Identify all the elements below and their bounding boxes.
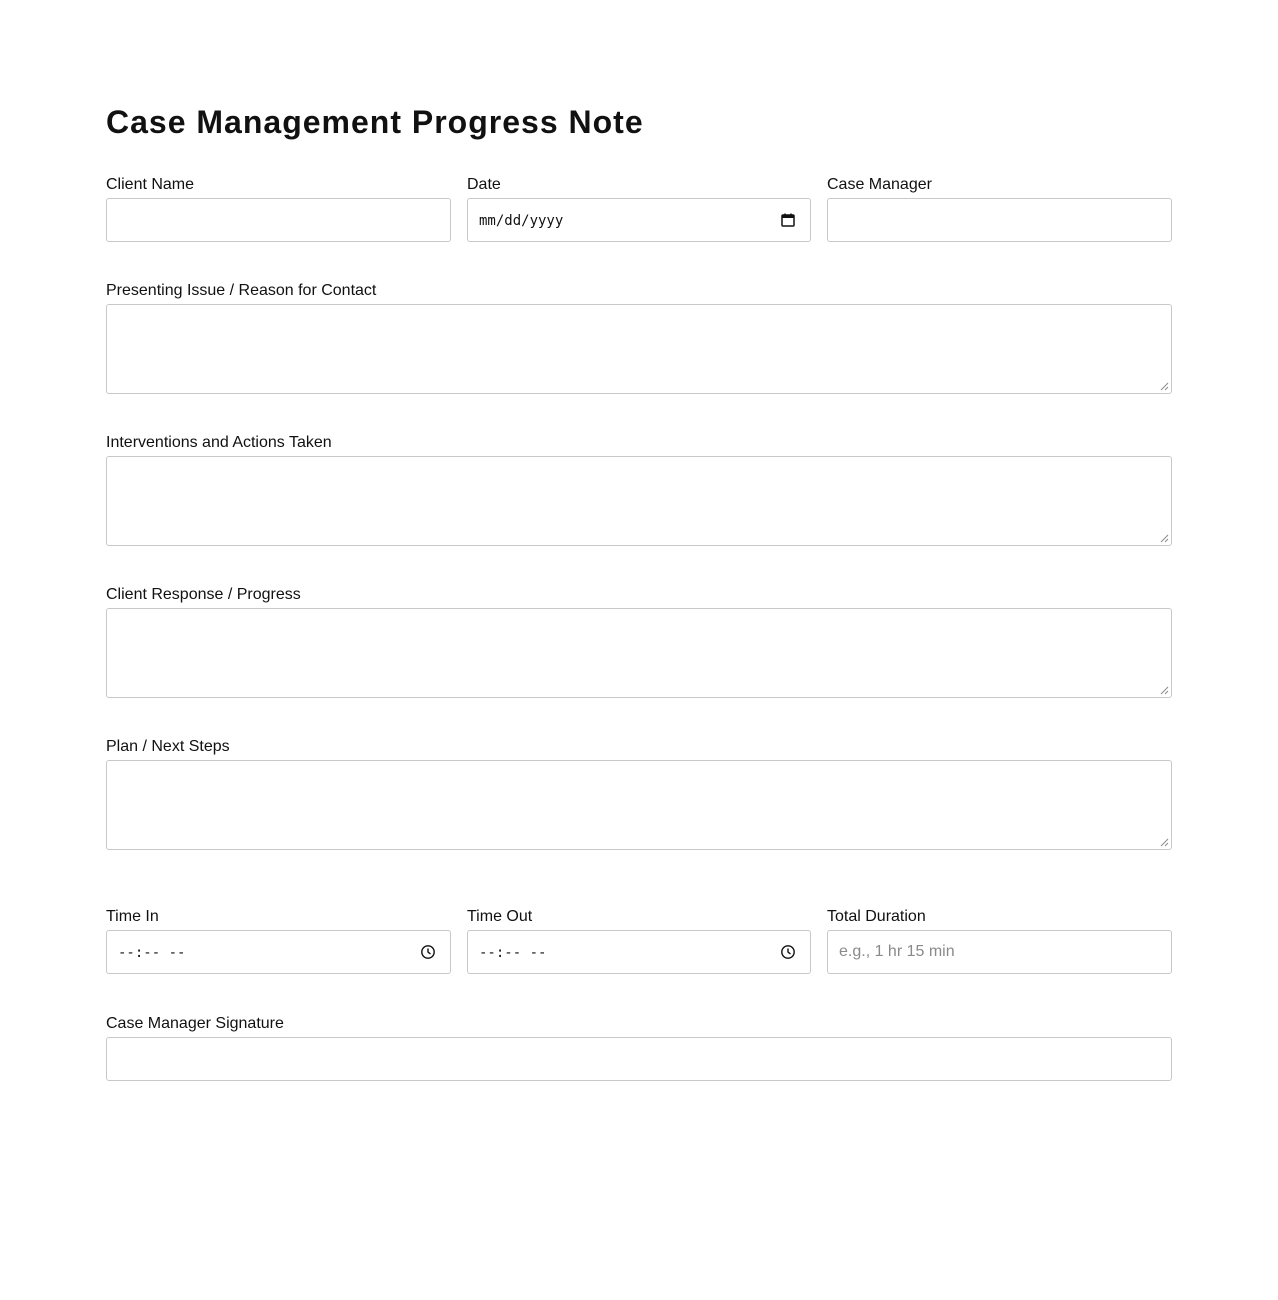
- resize-handle-icon[interactable]: [1160, 534, 1169, 543]
- client-name-input[interactable]: [106, 198, 451, 242]
- total-duration-label: Total Duration: [827, 908, 926, 925]
- time-out-label: Time Out: [467, 908, 533, 925]
- date-input[interactable]: [467, 198, 811, 242]
- date-placeholder: mm/dd/yyyy: [479, 213, 564, 229]
- presenting-issue-label: Presenting Issue / Reason for Contact: [106, 282, 377, 299]
- date-label: Date: [467, 176, 501, 193]
- client-response-textarea[interactable]: [106, 608, 1172, 698]
- page-title: Case Management Progress Note: [106, 104, 644, 140]
- time-in-label: Time In: [106, 908, 159, 925]
- signature-input[interactable]: [106, 1037, 1172, 1081]
- total-duration-placeholder: e.g., 1 hr 15 min: [839, 943, 955, 960]
- plan-label: Plan / Next Steps: [106, 738, 230, 755]
- plan-textarea[interactable]: [106, 760, 1172, 850]
- time-out-input[interactable]: [467, 930, 811, 974]
- case-manager-input[interactable]: [827, 198, 1172, 242]
- resize-handle-icon[interactable]: [1160, 686, 1169, 695]
- time-out-placeholder: --:-- --: [479, 945, 547, 961]
- resize-handle-icon[interactable]: [1160, 838, 1169, 847]
- time-in-placeholder: --:-- --: [118, 945, 186, 961]
- case-manager-label: Case Manager: [827, 176, 932, 193]
- presenting-issue-textarea[interactable]: [106, 304, 1172, 394]
- signature-label: Case Manager Signature: [106, 1015, 284, 1032]
- resize-handle-icon[interactable]: [1160, 382, 1169, 391]
- clock-icon[interactable]: [780, 944, 796, 960]
- total-duration-input[interactable]: [827, 930, 1172, 974]
- interventions-label: Interventions and Actions Taken: [106, 434, 332, 451]
- client-response-label: Client Response / Progress: [106, 586, 301, 603]
- client-name-label: Client Name: [106, 176, 195, 193]
- time-in-input[interactable]: [106, 930, 451, 974]
- interventions-textarea[interactable]: [106, 456, 1172, 546]
- calendar-icon[interactable]: [780, 212, 796, 228]
- clock-icon[interactable]: [420, 944, 436, 960]
